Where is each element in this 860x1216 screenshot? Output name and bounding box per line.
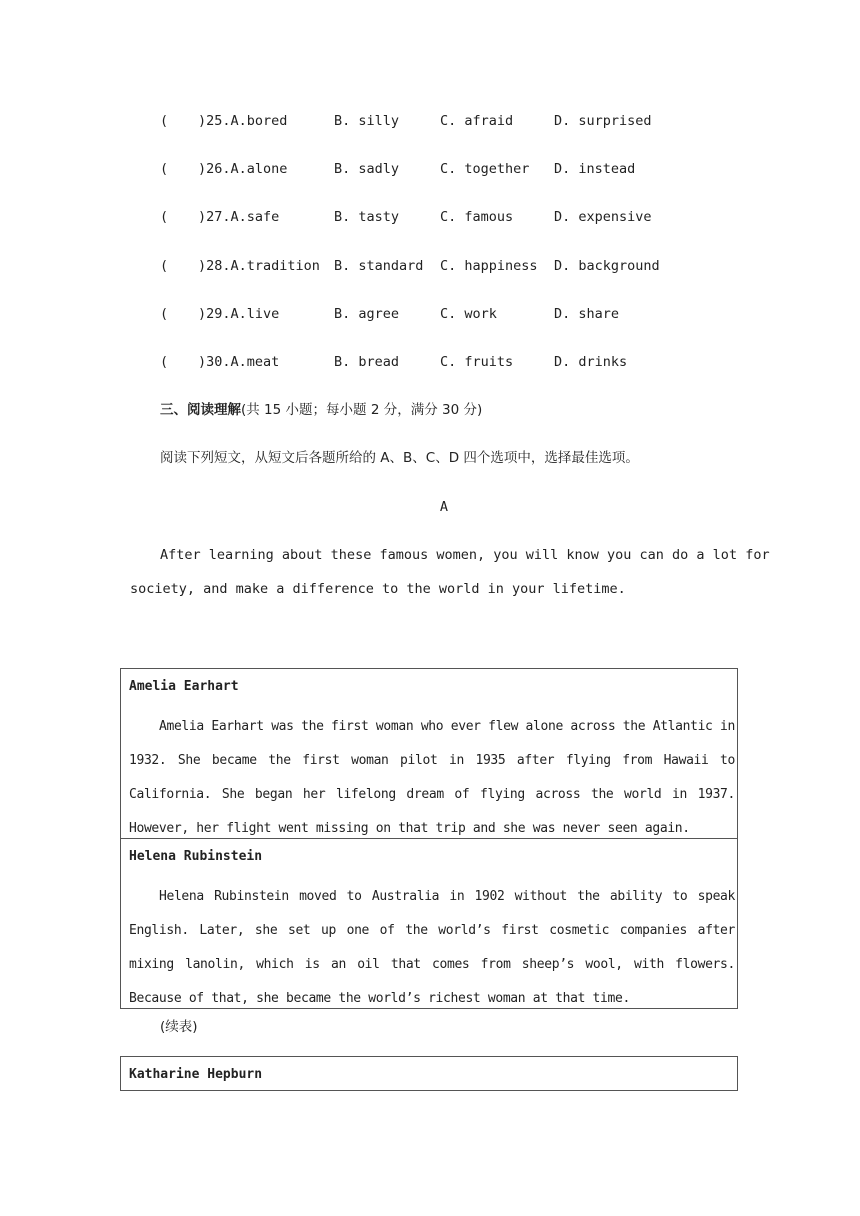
section-heading [160,400,482,420]
answer-bracket: ( [160,113,169,129]
option-a: )28.A.tradition [198,258,320,274]
cell-title: Amelia Earhart [129,679,239,694]
option-c: C. afraid [440,113,514,129]
continued-label: (续表) [160,1019,198,1035]
option-b: B. tasty [334,209,400,225]
cell-title: Helena Rubinstein [129,849,263,864]
section-heading-bold: 三、阅读理解 [160,402,241,418]
option-d: D. background [554,258,660,274]
option-b: B. silly [334,113,400,129]
passage-label: A [439,499,449,515]
answer-bracket: ( [160,209,169,225]
table-cell-katharine-hepburn [120,1056,738,1091]
answer-bracket: ( [160,258,169,274]
cell-title: Katharine Hepburn [129,1067,263,1082]
option-d: D. drinks [554,354,628,370]
option-b: B. agree [334,306,400,322]
option-a: )25.A.bored [198,113,288,129]
passage-intro-line-2: society, and make a difference to the world in your lifetime. [130,581,626,597]
section-instruction: 阅读下列短文，从短文后各题所给的 A、B、C、D 四个选项中，选择最佳选项。 [160,450,639,466]
option-a: )26.A.alone [198,161,288,177]
answer-bracket: ( [160,161,169,177]
option-d: D. instead [554,161,636,177]
option-c: C. famous [440,209,514,225]
option-c: C. together [440,161,530,177]
section-heading-detail: (共 15 小题；每小题 2 分，满分 30 分) [241,402,483,418]
cell-text: Helena Rubinstein moved to Australia in 1902 without the ability to speak English. Later, she set up one of the world’s first cosmetic companies after mixing lanolin, which is an oil that comes from sheep’s wool, with flowers. Because of that, she became the world’s richest woman at that time. [129,889,735,1006]
option-a: )30.A.meat [198,354,280,370]
option-a: )27.A.safe [198,209,280,225]
table-cell-amelia-earhart [120,668,738,839]
cell-text: Amelia Earhart was the first woman who ever flew alone across the Atlantic in 1932. She became the first woman pilot in 1935 after flying from Hawaii to California. She began her lifelong dream of flying across the world in 1937. However, her flight went missing on that trip and she was never seen again. [129,719,735,836]
option-b: B. sadly [334,161,400,177]
option-d: D. expensive [554,209,652,225]
option-c: C. work [440,306,497,322]
option-d: D. surprised [554,113,652,129]
option-d: D. share [554,306,620,322]
option-c: C. fruits [440,354,514,370]
table-cell-helena-rubinstein [120,838,738,1009]
option-a: )29.A.live [198,306,280,322]
answer-bracket: ( [160,306,169,322]
option-b: B. bread [334,354,400,370]
option-b: B. standard [334,258,424,274]
option-c: C. happiness [440,258,538,274]
passage-intro-line-1: After learning about these famous women, you will know you can do a lot for [160,547,770,563]
answer-bracket: ( [160,354,169,370]
